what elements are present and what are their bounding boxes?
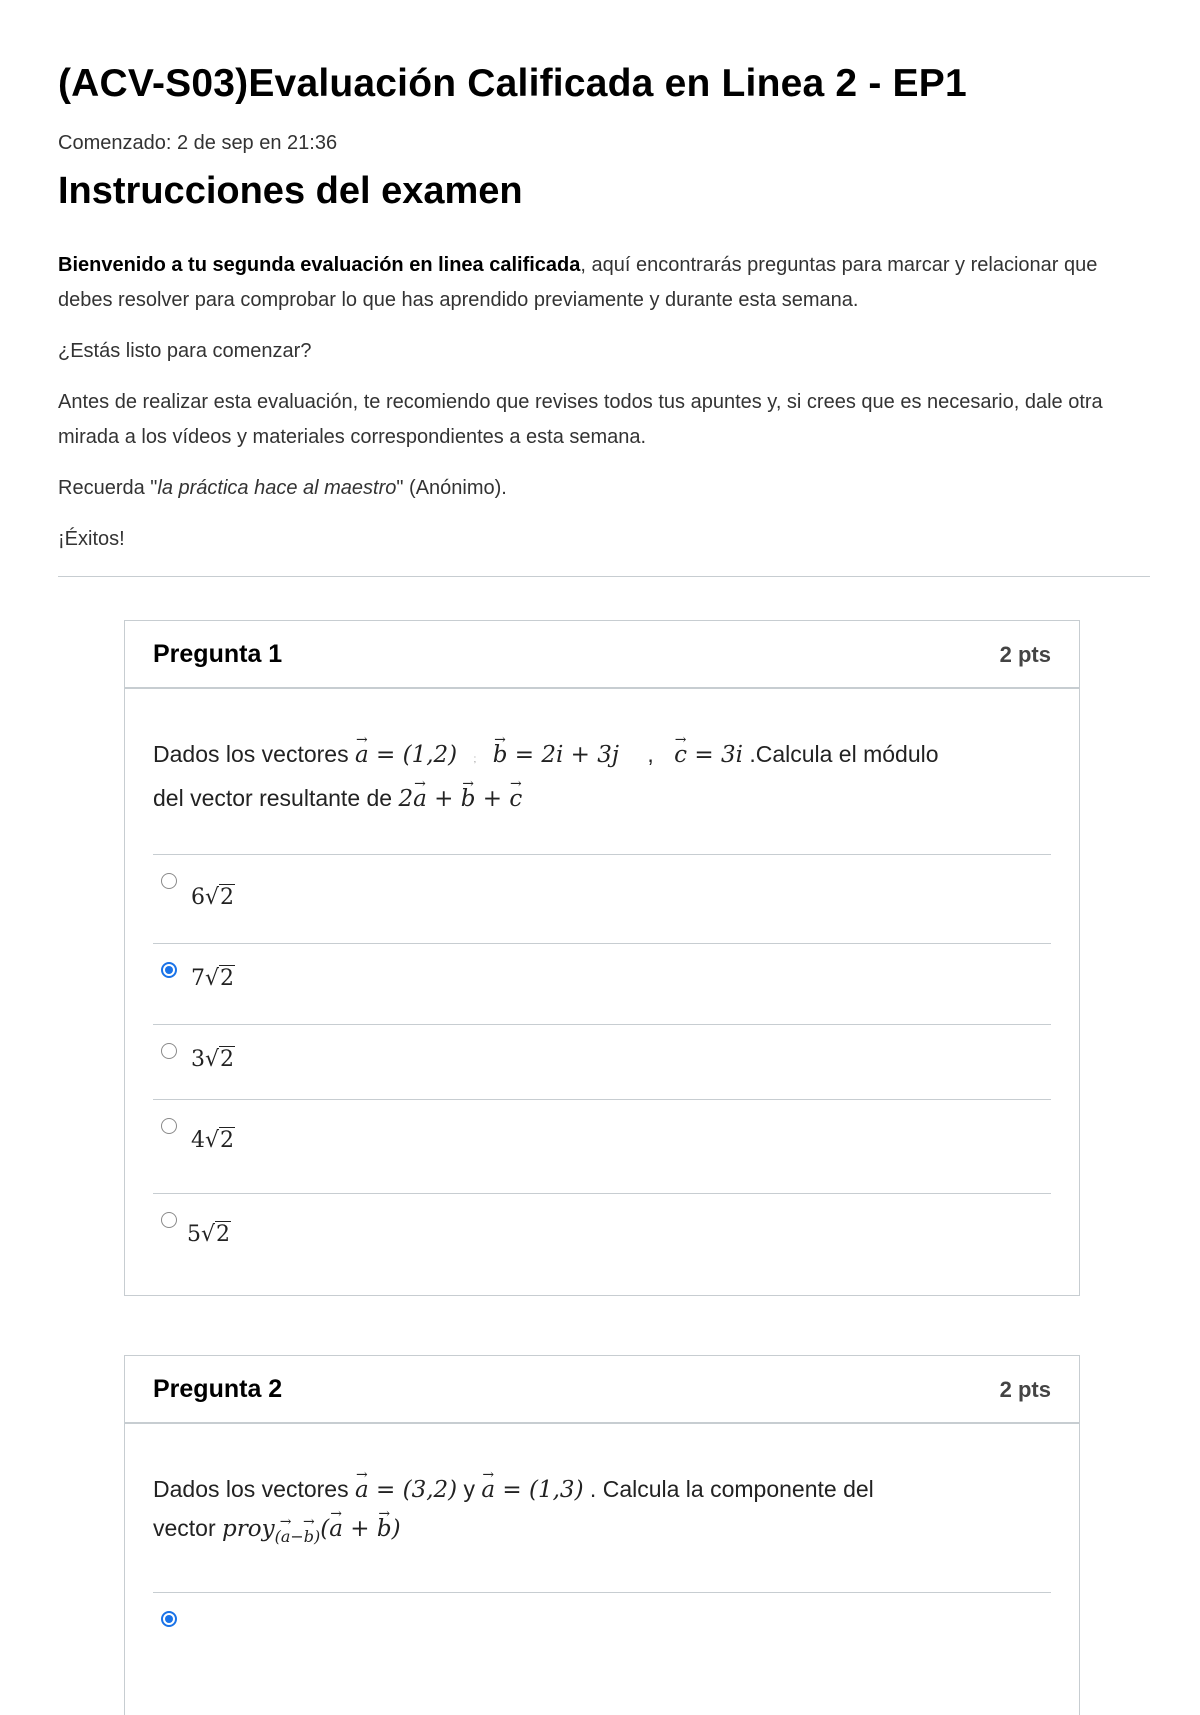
question-name: Pregunta 2: [153, 1375, 283, 1403]
question-header: [125, 621, 1079, 689]
radio-button-checked[interactable]: [161, 962, 177, 978]
question-name: Pregunta 1: [153, 640, 283, 668]
answer-option[interactable]: [153, 854, 1051, 943]
instructions-text: [58, 248, 1150, 573]
question-body: [125, 1424, 1079, 1653]
question-text-line2: del vector resultante de: [153, 785, 399, 811]
answer-option[interactable]: [153, 1193, 1051, 1304]
answer-option-selected[interactable]: [153, 943, 1051, 1024]
question-text: [153, 689, 1051, 854]
instructions-title: Instrucciones del examen: [58, 170, 523, 212]
separator-comma: ,: [647, 741, 654, 767]
exam-title: (ACV-S03)Evaluación Calificada en Linea 2 - EP1: [58, 62, 967, 105]
question-2: [124, 1355, 1080, 1715]
question-text-prefix: Dados los vectores: [153, 741, 355, 767]
radio-button[interactable]: [161, 1118, 177, 1134]
remember-prefix: Recuerda ": [58, 477, 158, 499]
math-vector-c: c → = 3i: [674, 742, 743, 768]
success-paragraph: ¡Éxitos!: [58, 528, 125, 550]
answer-option[interactable]: [153, 1024, 1051, 1099]
intro-bold: Bienvenido a tu segunda evaluación en linea calificada: [58, 254, 581, 276]
answer-label[interactable]: 3√2: [191, 1047, 235, 1072]
math-vector-a-second: a → = (1,3): [481, 1477, 583, 1503]
recommend-paragraph: Antes de realizar esta evaluación, te recomiendo que revises todos tus apuntes y, si crees que es necesario, dale otra mirada a los vídeos y materiales correspondientes a esta semana.: [58, 391, 1103, 448]
radio-button[interactable]: [161, 873, 177, 889]
answer-label[interactable]: 7√2: [191, 966, 235, 991]
question-points: 2 pts: [999, 1377, 1051, 1402]
remember-quote: la práctica hace al maestro: [157, 477, 397, 499]
ready-paragraph: ¿Estás listo para comenzar?: [58, 340, 312, 362]
math-vector-a: a → = (1,2): [355, 742, 457, 768]
answer-option[interactable]: [153, 1099, 1051, 1193]
answer-label[interactable]: 6√2: [191, 885, 235, 910]
radio-button[interactable]: [161, 1212, 177, 1228]
question-points: 2 pts: [999, 642, 1051, 667]
math-vector-a: a → = (3,2): [355, 1477, 457, 1503]
intro-paragraph: [58, 248, 1150, 318]
math-vector-b: b → = 2i + 3j: [493, 742, 619, 768]
section-divider: [58, 576, 1150, 577]
separator-dot: ;: [473, 754, 477, 765]
math-expression: 2a → + b → + c →: [398, 786, 522, 812]
question-body: [125, 689, 1079, 1304]
remember-paragraph: [58, 471, 1150, 506]
radio-button-checked[interactable]: [161, 1611, 177, 1627]
question-text-y: y: [463, 1476, 482, 1502]
answer-label[interactable]: 4√2: [191, 1128, 235, 1153]
question-header: [125, 1356, 1079, 1424]
intro-rest: , aquí encontrarás preguntas para marcar y relacionar que debes resolver para comprobar lo que has aprendido previamente y durante esta semana.: [58, 254, 1098, 311]
question-text-calc: .Calcula el módulo: [742, 741, 939, 767]
remember-suffix: " (Anónimo).: [396, 477, 507, 499]
question-text-prefix: Dados los vectores: [153, 1476, 355, 1502]
answer-option-selected[interactable]: [153, 1592, 1051, 1653]
answer-label[interactable]: 5√2: [187, 1222, 231, 1247]
question-text: [153, 1424, 1051, 1592]
math-projection: proy$_{(a \to-b \to)}$(a → + b →): [222, 1516, 401, 1542]
question-text-calc: . Calcula la componente del: [583, 1476, 874, 1502]
started-timestamp: Comenzado: 2 de sep en 21:36: [58, 132, 338, 154]
question-1: [124, 620, 1080, 1296]
radio-button[interactable]: [161, 1043, 177, 1059]
question-text-line2: vector: [153, 1515, 223, 1541]
